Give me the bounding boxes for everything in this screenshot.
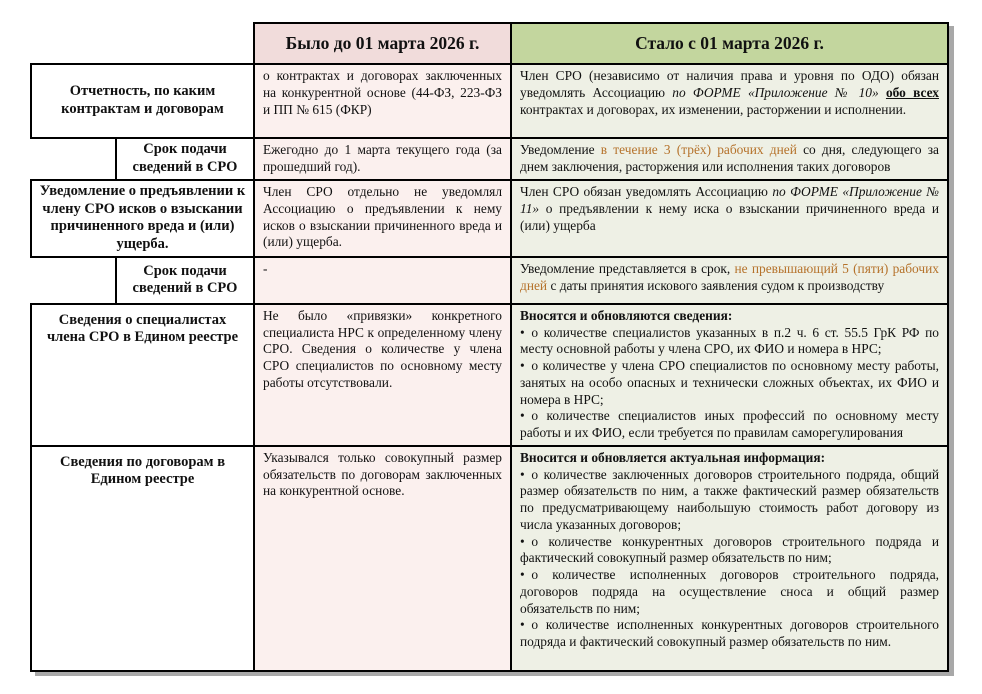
table-row [31,257,948,304]
table-row [31,138,948,180]
comparison-table [30,22,949,672]
table-row [31,446,948,671]
bullet-item: • о количестве исполненных договоров строительного подряда, договоров подряда на осуществление сноса и общий размер обязательств по ним; [520,567,939,617]
now-cell: Уведомление представляется в срок, не превышающий 5 (пяти) рабочих дней с даты принятия искового заявления судом к производству [511,257,948,304]
now-heading: Вносятся и обновляются сведения: [520,307,733,323]
was-cell: Указывался только совокупный размер обязательств по договорам заключенных на конкурентной основе. [254,446,511,671]
was-cell: Не было «привязки» конкретного специалиста НРС к определенному члену СРО. Сведения о количестве у члена СРО специалистов по основному месту работы отсутствовали. [254,304,511,446]
now-cell [511,446,948,671]
row-label: Сведения по договорам в Едином реестре [31,446,254,671]
was-cell: - [254,257,511,304]
table-row [31,64,948,138]
row-label: Уведомление о предъявлении к члену СРО исков о взыскании причиненного вреда и (или) ущерба. [31,180,254,257]
bullet-item: • о количестве исполненных конкурентных договоров строительного подряда и фактический совокупный размер обязательств по ним. [520,617,939,651]
row-indent-spacer [31,257,116,304]
was-cell: о контрактах и договорах заключенных на конкурентной основе (44-ФЗ, 223-ФЗ и ПП № 615 (ФКР) [254,64,511,138]
table-row [31,180,948,257]
now-cell: Член СРО обязан уведомлять Ассоциацию по ФОРМЕ «Приложение № 11» о предъявлении к нему иска о взыскании причиненного вреда и (или) ущерба [511,180,948,257]
was-cell: Член СРО отдельно не уведомлял Ассоциацию о предъявлении к нему исков о взыскании причиненного вреда и (или) ущерба. [254,180,511,257]
row-label: Сведения о специалистах члена СРО в Едином реестре [31,304,254,446]
bullet-item: • о количестве специалистов иных профессий по основному месту работы и их ФИО, если требуется по правилам саморегулирования [520,408,939,442]
bullet-item: • о количестве специалистов указанных в п.2 ч. 6 ст. 55.5 ГрК РФ по месту основной работы у члена СРО, их ФИО и номера в НРС; [520,325,939,359]
row-label: Отчетность, по каким контрактам и договорам [31,64,254,138]
now-cell [511,304,948,446]
header-row [31,23,948,64]
row-sublabel: Срок подачи сведений в СРО [116,138,254,180]
was-cell: Ежегодно до 1 марта текущего года (за прошедший год). [254,138,511,180]
table-row [31,304,948,446]
now-heading: Вносится и обновляется актуальная информация: [520,449,826,465]
now-cell: Уведомление в течение 3 (трёх) рабочих дней со дня, следующего за днем заключения, расторжения или исполнения таких договоров [511,138,948,180]
bullet-item: • о количестве заключенных договоров строительного подряда, общий размер обязательств по ним, а также фактический размер обязательств по предусматривающему наибольшую стоимость работ договору из числа указанных договоров; [520,467,939,534]
header-spacer [31,23,254,64]
row-indent-spacer [31,138,116,180]
bullet-item: • о количестве конкурентных договоров строительного подряда и фактический совокупный размер обязательств по ним; [520,534,939,568]
row-sublabel: Срок подачи сведений в СРО [116,257,254,304]
bullet-item: • о количестве у члена СРО специалистов по основному месту работы, занятых на особо опасных и технически сложных объектах, их ФИО и номера в НРС; [520,358,939,408]
now-cell: Член СРО (независимо от наличия права и уровня по ОДО) обязан уведомлять Ассоциацию по ФОРМЕ «Приложение № 10» обо всех контрактах и договорах, их изменении, расторжении и исполнении. [511,64,948,138]
column-header-now: Стало с 01 марта 2026 г. [511,23,948,64]
column-header-was: Было до 01 марта 2026 г. [254,23,511,64]
